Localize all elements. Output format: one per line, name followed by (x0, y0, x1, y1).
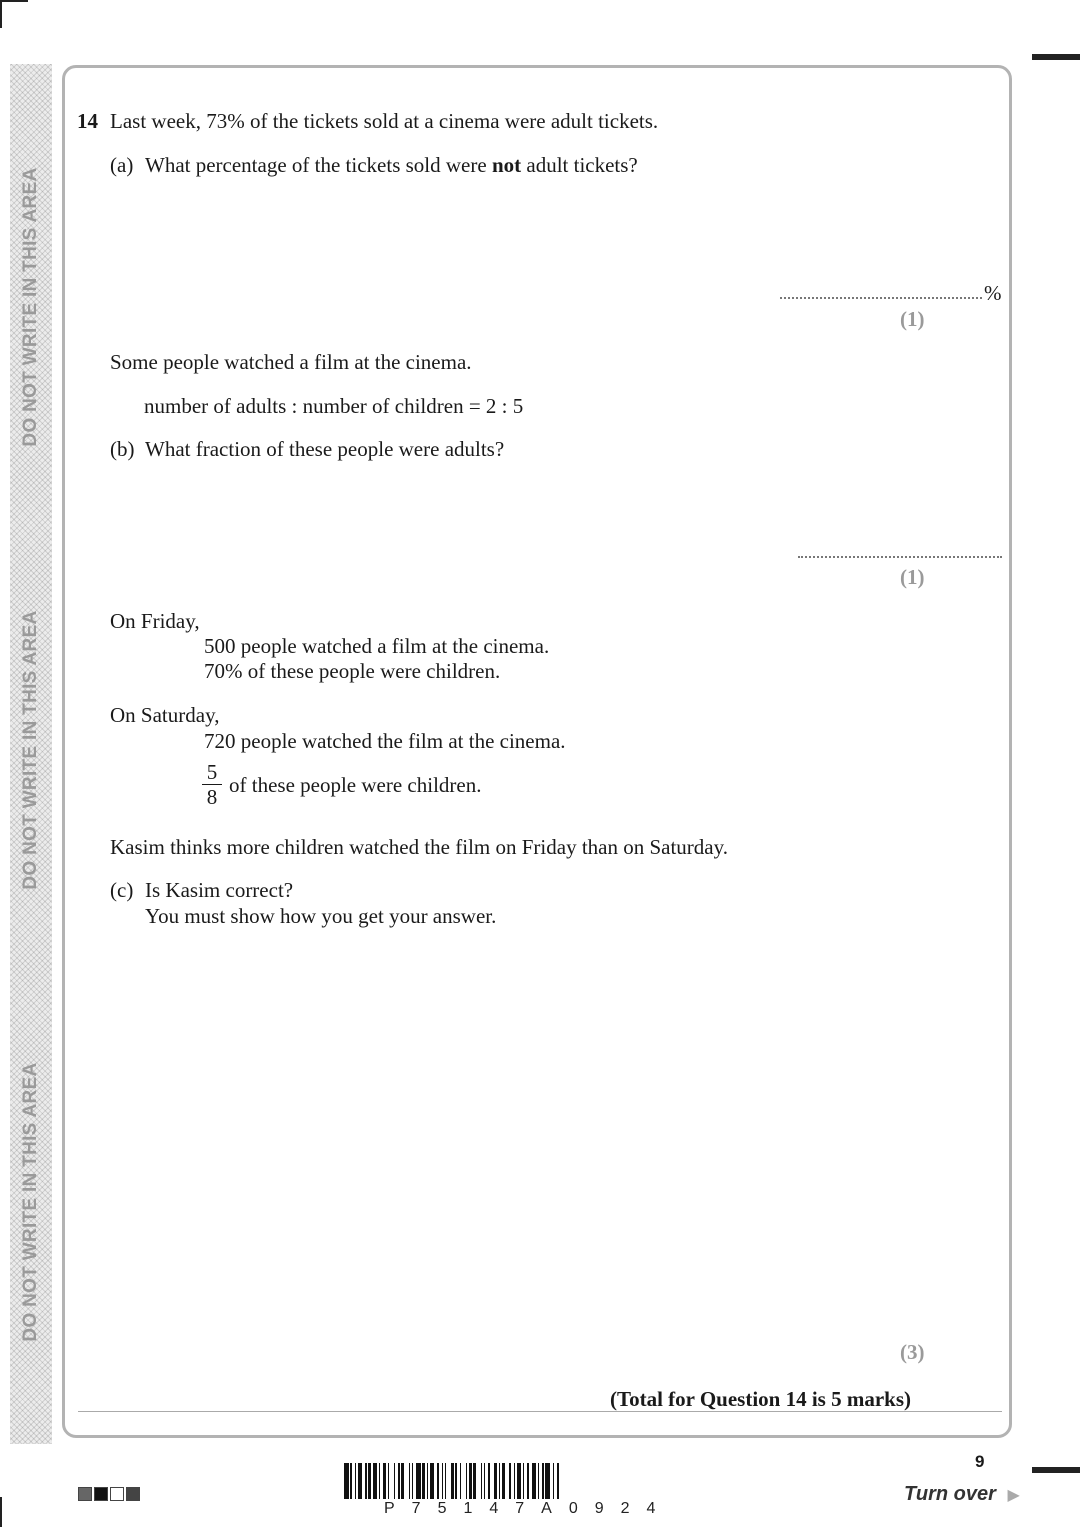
part-a-label: (a) (110, 153, 134, 177)
registration-square (94, 1487, 108, 1501)
marks-c: (3) (900, 1340, 925, 1364)
friday-line-2: 70% of these people were children. (204, 659, 501, 683)
percent-unit: % (984, 281, 1002, 305)
turn-over-label: Turn over (904, 1483, 996, 1505)
saturday-line-2: of these people were children. (229, 773, 482, 797)
question-number: 14 (77, 109, 98, 133)
context-b: Some people watched a film at the cinema. (110, 350, 472, 374)
saturday-heading: On Saturday, (110, 703, 220, 727)
turn-over[interactable] (904, 1483, 1020, 1506)
question-total: (Total for Question 14 is 5 marks) (610, 1387, 912, 1411)
fraction-five-eighths (202, 761, 222, 808)
part-c-question: Is Kasim correct? (145, 878, 294, 902)
part-b-label: (b) (110, 437, 135, 461)
page-number: 9 (975, 1452, 985, 1471)
ratio-statement: number of adults : number of children = 2 : 5 (144, 394, 524, 418)
crop-mark (0, 0, 2, 28)
marks-b: (1) (900, 565, 925, 589)
turn-over-arrow-icon: ▶ (1007, 1487, 1020, 1504)
friday-line-1: 500 people watched a film at the cinema. (204, 634, 550, 658)
barcode (344, 1463, 736, 1499)
marks-a: (1) (900, 307, 925, 331)
barcode-gap (559, 1463, 561, 1499)
saturday-line-1: 720 people watched the film at the cinema. (204, 729, 566, 753)
do-not-write-label: DO NOT WRITE IN THIS AREA (20, 610, 41, 890)
crop-mark (1032, 54, 1080, 60)
friday-heading: On Friday, (110, 609, 200, 633)
answer-space-c[interactable] (110, 940, 990, 1330)
answer-line-b[interactable] (798, 556, 1002, 558)
crop-mark (0, 1497, 2, 1527)
registration-square (78, 1487, 92, 1501)
fraction-denominator: 8 (206, 785, 218, 809)
kasim-statement: Kasim thinks more children watched the film on Friday than on Saturday. (110, 835, 729, 859)
barcode-text: P75147A0924 (384, 1500, 673, 1517)
part-c-instruction: You must show how you get your answer. (145, 904, 497, 928)
part-c-label: (c) (110, 878, 134, 902)
do-not-write-label: DO NOT WRITE IN THIS AREA (20, 167, 41, 447)
part-a-emphasis: not (491, 153, 522, 177)
crop-mark (0, 0, 28, 2)
fraction-numerator: 5 (206, 760, 218, 784)
crop-mark (1032, 1467, 1080, 1473)
answer-line-a[interactable] (780, 297, 982, 299)
registration-square (126, 1487, 140, 1501)
part-a-text: What percentage of the tickets sold were (145, 153, 487, 177)
question-intro: Last week, 73% of the tickets sold at a cinema were adult tickets. (110, 109, 659, 133)
part-a-question (145, 152, 638, 178)
registration-square (110, 1487, 124, 1501)
part-a-text-end: adult tickets? (526, 153, 638, 177)
total-rule (78, 1411, 1002, 1412)
do-not-write-label: DO NOT WRITE IN THIS AREA (20, 1062, 41, 1342)
part-b-question: What fraction of these people were adults? (145, 437, 505, 461)
